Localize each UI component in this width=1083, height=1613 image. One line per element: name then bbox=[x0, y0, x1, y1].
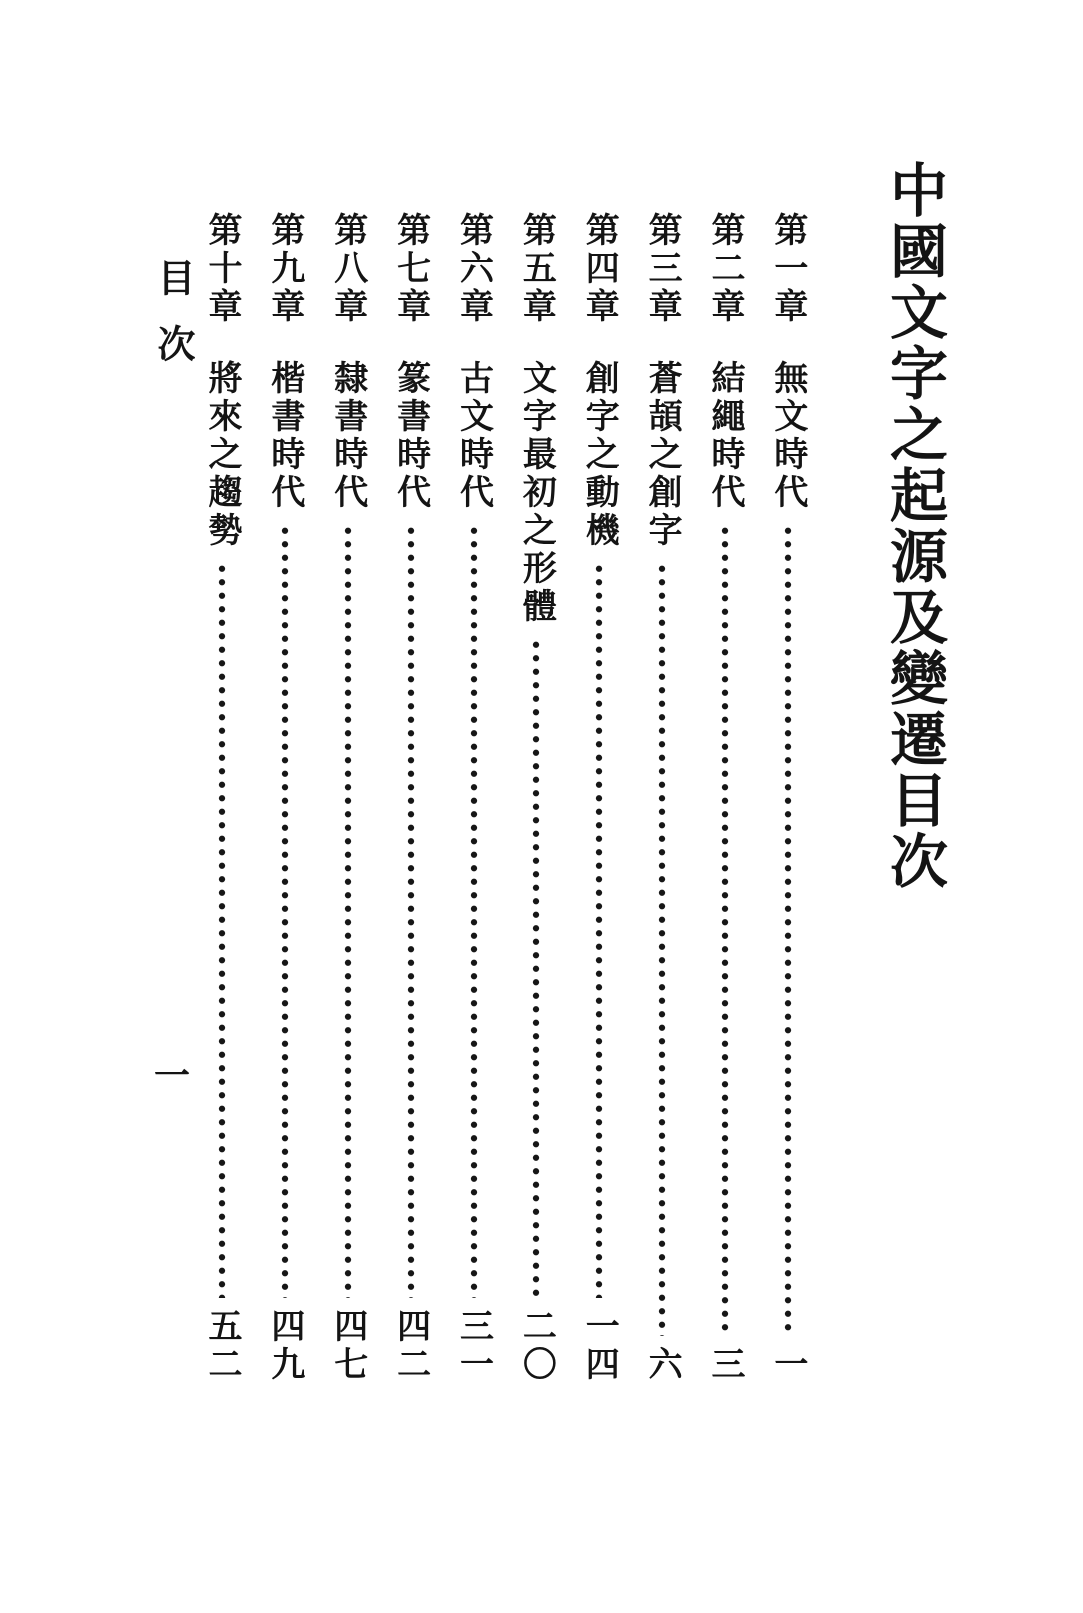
toc-entry-page: 四七 bbox=[327, 1308, 368, 1384]
toc-entry-chapter: 第一章 bbox=[767, 212, 808, 326]
toc-entry bbox=[199, 212, 245, 1384]
toc-entry-title: 楷書時代 bbox=[264, 360, 305, 512]
margin-label: 目次 bbox=[151, 258, 196, 390]
toc-entry-chapter: 第九章 bbox=[264, 212, 305, 326]
toc-entry bbox=[765, 212, 811, 1384]
toc-entry bbox=[513, 212, 559, 1384]
toc-entry-page: 一四 bbox=[579, 1308, 620, 1384]
toc-entry-page: 三一 bbox=[453, 1308, 494, 1384]
dot-leader bbox=[218, 562, 226, 1298]
toc-entry bbox=[576, 212, 622, 1384]
toc-entry-page: 四二 bbox=[390, 1308, 431, 1384]
toc-entry-chapter: 第五章 bbox=[516, 212, 557, 326]
dot-leader bbox=[470, 524, 478, 1298]
toc-entry-chapter: 第六章 bbox=[453, 212, 494, 326]
toc-entry-title: 將來之趨勢 bbox=[202, 360, 242, 550]
dot-leader bbox=[281, 524, 289, 1298]
toc-entry-page: 四九 bbox=[264, 1308, 305, 1384]
toc-entry bbox=[325, 212, 371, 1384]
toc-entry-title: 隸書時代 bbox=[327, 360, 368, 512]
toc-entry-title: 古文時代 bbox=[453, 360, 494, 512]
toc-entry bbox=[451, 212, 497, 1384]
dot-leader bbox=[532, 638, 540, 1298]
toc-entry-page: 二〇 bbox=[516, 1308, 557, 1384]
toc-entry-title: 蒼頡之創字 bbox=[642, 360, 683, 550]
toc-entry-title: 無文時代 bbox=[767, 360, 808, 512]
folio-number: 一 bbox=[153, 1055, 190, 1097]
toc-entry-chapter: 第八章 bbox=[327, 212, 368, 326]
toc-entry-title: 創字之動機 bbox=[579, 360, 620, 550]
toc-entry-page: 六 bbox=[642, 1346, 683, 1384]
toc-entry-chapter: 第三章 bbox=[642, 212, 683, 326]
toc-entry-page: 一 bbox=[767, 1346, 808, 1384]
toc-entry bbox=[639, 212, 685, 1384]
page-title: 中國文字之起源及變遷目次 bbox=[880, 160, 948, 892]
toc-entry-chapter: 第十章 bbox=[202, 212, 242, 326]
toc-entry-title: 文字最初之形體 bbox=[516, 360, 557, 626]
dot-leader bbox=[407, 524, 415, 1298]
dot-leader bbox=[595, 562, 603, 1298]
dot-leader bbox=[721, 524, 729, 1336]
toc-entry-page: 五二 bbox=[202, 1308, 242, 1384]
toc-entry bbox=[388, 212, 434, 1384]
dot-leader bbox=[658, 562, 666, 1336]
toc-entry-page: 三 bbox=[705, 1346, 745, 1384]
toc-entry bbox=[262, 212, 308, 1384]
toc-entry-chapter: 第七章 bbox=[390, 212, 431, 326]
toc-entry bbox=[702, 212, 748, 1384]
toc-list bbox=[199, 212, 811, 1384]
toc-entry-chapter: 第四章 bbox=[579, 212, 620, 326]
toc-entry-title: 篆書時代 bbox=[390, 360, 431, 512]
dot-leader bbox=[344, 524, 352, 1298]
toc-entry-title: 結繩時代 bbox=[705, 360, 745, 512]
toc-entry-chapter: 第二章 bbox=[705, 212, 745, 326]
dot-leader bbox=[784, 524, 792, 1336]
